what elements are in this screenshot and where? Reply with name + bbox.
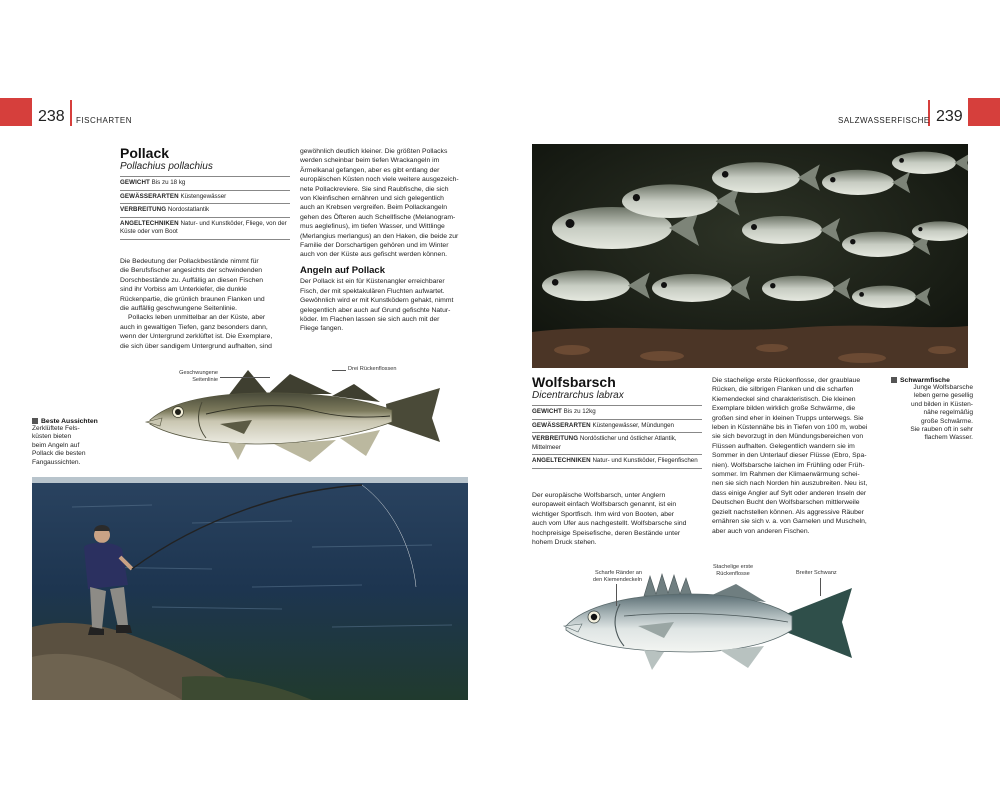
text-line: dass einige Angler auf Sylt oder anderen Inseln der [712, 489, 867, 497]
text-line: europaweit einfach Wolfsbarsch genannt, ist ein [532, 501, 677, 509]
text-line: und bilden in Küsten- [911, 400, 973, 408]
text-line: sommer. Im Rahmen der Klimaerwärmung schei- [712, 471, 860, 479]
text-line: wichtiger Sportfisch. Ihm wird von Booten, aber [532, 510, 675, 518]
text-line: Der Pollack ist ein für Küstenangler erreichbarer [300, 278, 445, 286]
right-page-number: 239 [936, 108, 963, 125]
wolfsbarsch-school-photo [532, 144, 968, 368]
wolfsbarsch-fact-row [532, 433, 702, 455]
callout-schwanz: Breiter Schwanz [796, 570, 837, 576]
text-line: mus aeglefinus), im tiefen Wasser, und Wittlinge [300, 223, 445, 231]
text-line: die sich über sandigem Untergrund aufhalten, sind [120, 342, 272, 350]
text-line: großen sind eher in kleinen Trupps unterwegs. Sie [712, 414, 864, 422]
pollack-fact-row [120, 190, 290, 204]
text-line: sie sich bevorzugt in den Mündungsbereichen von [712, 433, 864, 441]
text-line: beim Angeln auf [32, 441, 80, 449]
fact-key: GEWICHT [532, 408, 562, 415]
text-line: Kiemendeckel sind charakteristisch. Die kleinen [712, 395, 856, 403]
callout-kiemendeckel [580, 570, 642, 583]
callout-line-text: Rückenflosse [716, 570, 750, 577]
text-line: Fliege fangen. [300, 325, 344, 333]
text-line: von Kleinfischen ernähren und sich gelegentlich [300, 195, 444, 203]
text-line: wenn der Untergrund zerklüftet ist. Die Exemplare, [120, 333, 273, 341]
fact-key: VERBREITUNG [532, 435, 579, 442]
text-line: Junge Wolfsbarsche [913, 384, 973, 391]
pollack-fact-row [120, 204, 290, 218]
left-header-bar [0, 98, 32, 126]
sidenote-body [32, 425, 122, 467]
text-line: Exemplare bilden wirklich große Schwärme, die [712, 405, 856, 413]
text-line: die auffällig geschwungene Seitenlinie. [120, 305, 238, 313]
text-line: Zerklüftete Fels- [32, 425, 80, 432]
text-line: werden scheinbar beim tiefen Wrackangeln im [300, 157, 440, 165]
text-line: Pollack die besten [32, 450, 86, 458]
sidenote-title: Schwarmfische [900, 377, 950, 384]
text-line: gehen des Öfteren auch Schellfische (Melanogram- [300, 213, 456, 221]
pollack-sidenote [32, 418, 122, 467]
text-line: Der europäische Wolfsbarsch, unter Anglern [532, 492, 666, 499]
fact-value: Nordostatlantik [167, 206, 210, 213]
left-header-rule [70, 100, 72, 126]
wolfsbarsch-intro-text [532, 491, 704, 547]
text-line: leben in Küstennähe bis in Tiefen von 100 m, wobei [712, 424, 868, 432]
sidenote-marker-icon [32, 418, 38, 424]
text-line: Deutschen Bucht den Wolfsbarschen mittlerweile [712, 499, 860, 507]
text-line: auch in gewaltigen Tiefen, ganz besonders dann, [120, 323, 268, 331]
callout-rueckenflossen: Drei Rückenflossen [348, 366, 397, 372]
text-line: Pollacks leben unmittelbar an der Küste, aber [128, 314, 266, 322]
text-line: hochpreisige Speisefische, deren Bestände unter [532, 529, 681, 537]
fact-value: Natur- und Kunstköder, Fliege, von der Küste oder vom Boot [120, 219, 287, 235]
wolfsbarsch-fact-row [532, 419, 702, 433]
text-line: auch vom Ufer aus nachgestellt. Wolfsbarsche sind [532, 520, 687, 528]
callout-rueckenflossen-leader [332, 370, 346, 371]
text-line: Rücken, die silbrigen Flanken und die scharfen [712, 386, 854, 394]
text-line: gewöhnlich deutlich kleiner. Die größten Pollacks [300, 148, 448, 155]
text-line: gelegentlich aber auch auf Grund gefischte Natur- [300, 306, 451, 314]
left-page-number: 238 [38, 108, 65, 125]
text-line: große Schwärme. [920, 417, 973, 425]
text-line: auch an Krebsen vergreifen. Beim Pollackangeln [300, 204, 447, 212]
fact-value: Küstengewässer, Mündungen [592, 421, 674, 429]
text-line: aber auch von anderen Fischen. [712, 527, 810, 535]
pollack-fact-row [120, 177, 290, 191]
wolfsbarsch-title: Wolfsbarsch [532, 374, 616, 390]
fact-value: Bis zu 18 kg [151, 179, 186, 186]
fact-value: Nordöstlicher und östlicher Atlantik, Mittelmeer [532, 435, 677, 451]
wolfsbarsch-latin-name: Dicentrarchus labrax [532, 390, 624, 401]
sidenote-marker-icon [891, 377, 897, 383]
text-line: europäischen Küsten noch viele weitere ausgezeich- [300, 176, 459, 184]
pollack-angeln-heading: Angeln auf Pollack [300, 264, 385, 276]
text-line: flachem Wasser. [924, 434, 973, 442]
text-line: Flüssen aufhalten. Gelegentlich wandern sie im [712, 442, 855, 450]
fact-key: GEWICHT [120, 179, 150, 186]
fact-key: GEWÄSSERARTEN [120, 192, 179, 200]
sidenote-title: Beste Aussichten [41, 418, 98, 425]
fact-key: VERBREITUNG [120, 206, 167, 213]
callout-seitenlinie-leader [220, 377, 270, 378]
text-line: nähe regelmäßig [923, 409, 973, 417]
fact-key: ANGELTECHNIKEN [120, 219, 179, 227]
callout-line-text: Seitenlinie [192, 376, 218, 383]
wolfsbarsch-column-two [712, 376, 884, 536]
text-line: sind ihr Vorbiss am Unterkiefer, die dunkle [120, 286, 247, 294]
text-line: nete Pollackreviere. Sie sind Raubfische, die sich [300, 185, 449, 193]
pollack-fact-block [120, 145, 290, 240]
pollack-facts-table [120, 176, 290, 240]
callout-seitenlinie [172, 370, 218, 383]
text-line: Sommer in den Unterlauf dieser Flüsse (Ebro, Spa- [712, 452, 867, 460]
callout-line-text: Stachelige erste [712, 564, 754, 570]
callout-line-text: Scharfe Ränder an [595, 570, 642, 576]
text-line: auch von der Küste aus gefischt werden können. [300, 251, 447, 259]
pollack-title: Pollack [120, 145, 170, 161]
fact-key: ANGELTECHNIKEN [532, 457, 591, 464]
text-line: Ärmelkanal gefangen, aber es gibt entlang der [300, 166, 440, 174]
text-line: hohem Druck stehen. [532, 539, 597, 547]
callout-line-text: Geschwungene [179, 370, 218, 376]
pollack-latin-name: Pollachius pollachius [120, 161, 213, 172]
callout-rueckenflosse [708, 564, 758, 577]
text-line: Sie rauben oft in sehr [910, 426, 973, 434]
callout-schwanz-leader [820, 578, 821, 596]
wolfsbarsch-facts-table [532, 405, 702, 469]
callout-kiemendeckel-leader [616, 584, 617, 606]
text-line: ernähren sie sich v. a. von Garnelen und Muscheln, [712, 518, 867, 526]
text-line: Dorschbestände zu. Auffällig an diesen Fischen [120, 276, 264, 284]
angler-coast-photo [32, 477, 468, 700]
wolfsbarsch-fact-row [532, 406, 702, 420]
text-line: küsten bieten [32, 433, 72, 441]
text-line: (Merlangius merlangus) an den Haken, die beide zur [300, 232, 459, 240]
text-line: Gewöhnlich wird er mit Kunstködern gehakt, nimmt [300, 297, 454, 305]
text-line: nien). Wolfsbarsche laichen im Frühling oder Früh- [712, 461, 865, 469]
text-line: leben gerne gesellig [913, 392, 973, 400]
left-section-label: FISCHARTEN [76, 116, 132, 125]
right-section-label: SALZWASSERFISCHE [838, 116, 930, 125]
fact-value: Natur- und Kunstköder, Fliegenfischen [592, 457, 698, 464]
text-line: Rückenpartie, die grünlich braunen Flanken und [120, 295, 265, 303]
pollack-column-two [300, 147, 472, 334]
text-line: die Berufsfischer angesichts der schwindenden [120, 267, 263, 275]
text-line: köder. Im Flachen lassen sie sich auch mit der [300, 315, 440, 323]
wolfsbarsch-fact-block [532, 374, 702, 469]
text-line: Fangaussichten. [32, 458, 81, 466]
fact-value: Bis zu 12kg [563, 408, 596, 415]
text-line: gezielt nachstellen können. Als aggressive Räuber [712, 508, 864, 516]
fact-value: Küstengewässer [180, 192, 227, 200]
text-line: Die stachelige erste Rückenflosse, der graublaue [712, 377, 861, 384]
wolfsbarsch-sidenote [891, 377, 973, 443]
pollack-fact-row [120, 217, 290, 239]
wolfsbarsch-fact-row [532, 455, 702, 469]
text-line: Fisch, der mit spektakulären Fluchten aufwartet. [300, 287, 445, 295]
text-line: Familie der Dorschartigen gehören und im Winter [300, 242, 449, 250]
fact-key: GEWÄSSERARTEN [532, 421, 591, 429]
text-line: Die Bedeutung der Pollackbestände nimmt für [120, 258, 259, 265]
callout-line-text: den Kiemendeckeln [592, 576, 642, 583]
right-header-bar [968, 98, 1000, 126]
text-line: nen sie sich nach Norden hin auszubreiten. Neu ist, [712, 480, 868, 488]
sidenote-body [891, 384, 973, 443]
pollack-intro-text [120, 257, 292, 351]
